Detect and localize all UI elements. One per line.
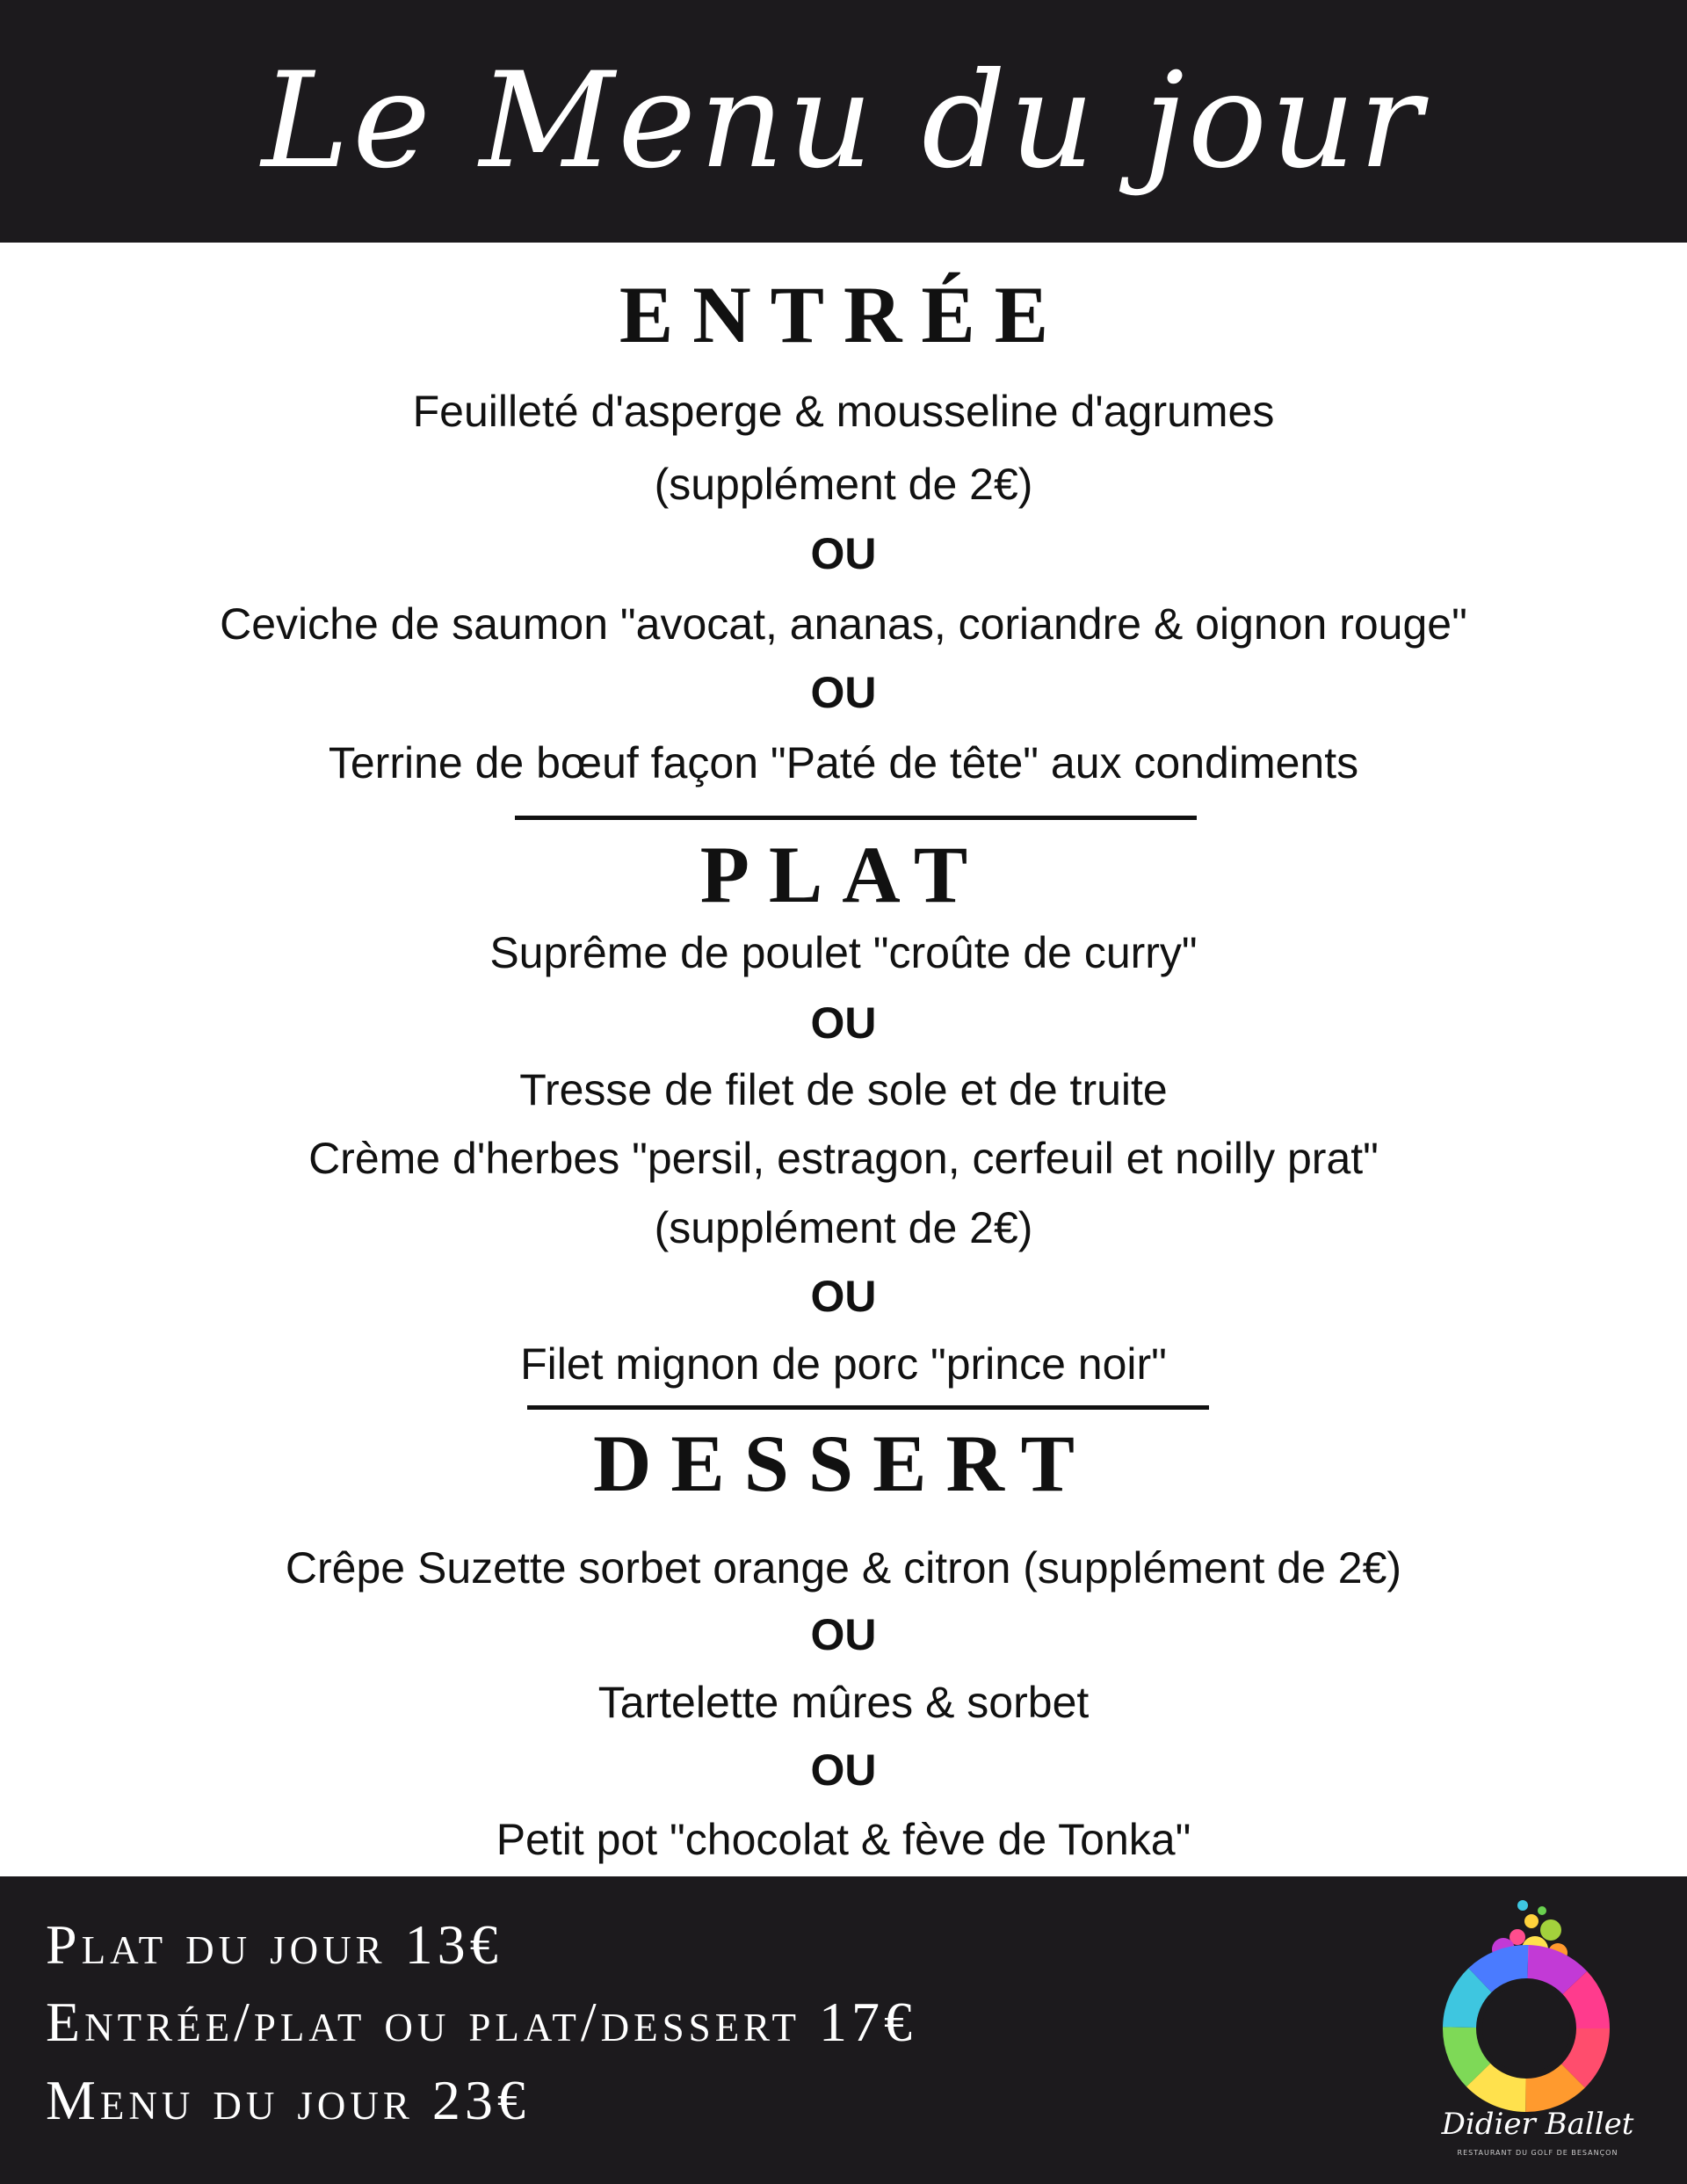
dessert-ou-2: OU (810, 1745, 877, 1795)
entree-item-3: Terrine de bœuf façon "Paté de tête" aux condiments (328, 738, 1359, 787)
entree-item-1-supplement: (supplément de 2€) (654, 460, 1033, 509)
plat-item-2-supplement: (supplément de 2€) (654, 1203, 1033, 1252)
price-menu-du-jour: Menu du jour 23€ (46, 2069, 530, 2131)
plat-heading: PLAT (699, 830, 988, 919)
price-plat-du-jour: Plat du jour 13€ (46, 1913, 503, 1976)
entree-ou-2: OU (810, 668, 877, 717)
dessert-ou-1: OU (810, 1610, 877, 1659)
entree-item-1: Feuilleté d'asperge & mousseline d'agrumes (412, 387, 1275, 436)
dessert-item-3: Petit pot "chocolat & fève de Tonka" (496, 1815, 1191, 1864)
header-band (0, 0, 1687, 243)
entree-ou-1: OU (810, 529, 877, 578)
dessert-item-2: Tartelette mûres & sorbet (597, 1678, 1090, 1727)
dessert-item-1: Crêpe Suzette sorbet orange & citron (supplément de 2€) (285, 1543, 1402, 1593)
plat-item-2-sauce: Crème d'herbes "persil, estragon, cerfeuil et noilly prat" (308, 1134, 1379, 1183)
svg-text:RESTAURANT DU GOLF DE BESANÇON: RESTAURANT DU GOLF DE BESANÇON (1457, 2149, 1618, 2157)
plat-item-2: Tresse de filet de sole et de truite (519, 1065, 1168, 1114)
didier-ballet-logo (1419, 1898, 1656, 2162)
plat-ou-1: OU (810, 998, 877, 1048)
plat-item-3: Filet mignon de porc "prince noir" (520, 1339, 1167, 1389)
divider-entree-plat (515, 816, 1197, 820)
plat-item-1: Suprême de poulet "croûte de curry" (489, 928, 1198, 977)
divider-plat-dessert (527, 1405, 1209, 1410)
price-formule: Entrée/plat ou plat/dessert 17€ (46, 1991, 916, 2053)
entree-item-2: Ceviche de saumon "avocat, ananas, coriandre & oignon rouge" (220, 599, 1467, 649)
dessert-heading: DESSERT (592, 1419, 1095, 1508)
plat-ou-2: OU (810, 1272, 877, 1321)
menu-title: Le Menu du jour (261, 45, 1426, 198)
svg-text:Didier Ballet: Didier Ballet (1441, 2107, 1634, 2142)
entree-heading: ENTRÉE (619, 270, 1068, 359)
